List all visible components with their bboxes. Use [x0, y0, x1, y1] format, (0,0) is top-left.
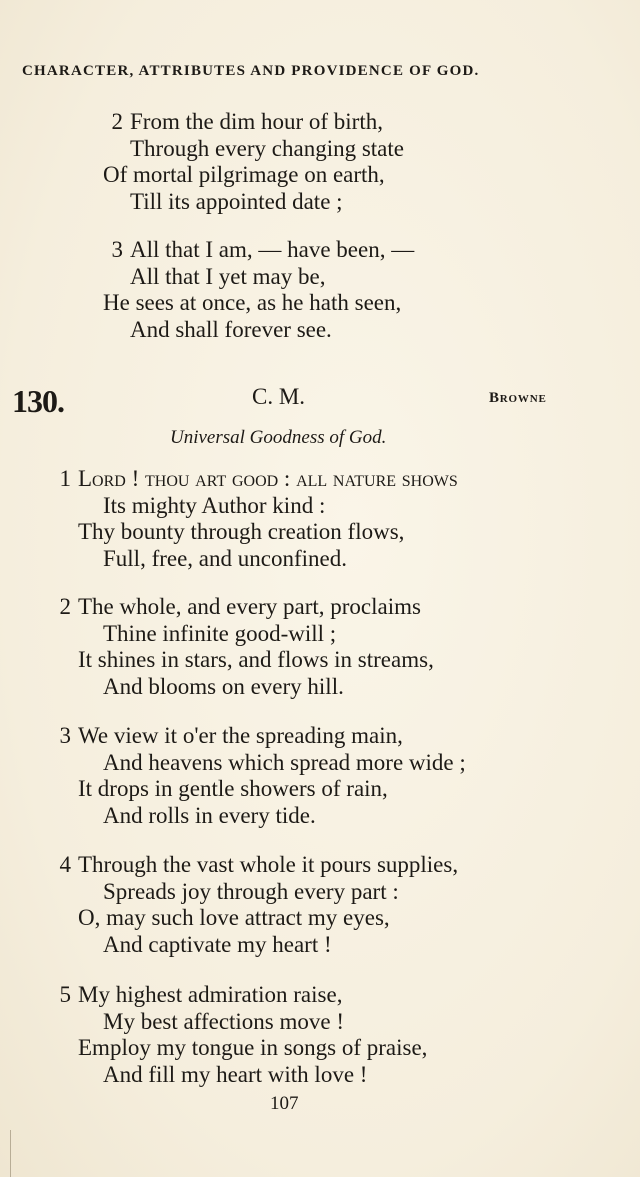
page-number: 107 [270, 1093, 299, 1114]
verse-number: 3 [111, 237, 123, 262]
verse-number: 5 [59, 982, 71, 1007]
verse-line: And blooms on every hill. [103, 673, 344, 699]
verse-line: Thy bounty through creation flows, [78, 519, 405, 544]
verse-number: 4 [59, 852, 71, 877]
verse-line: O, may such love attract my eyes, [78, 905, 390, 930]
verse-line: Of mortal pilgrimage on earth, [103, 162, 385, 187]
verse-line: We view it o'er the spreading main, [78, 723, 403, 748]
verse-line: All that I am, — have been, — [130, 237, 415, 262]
prev-hymn-verse-3 [103, 237, 415, 343]
verse-line: And captivate my heart ! [103, 931, 332, 957]
verse-line: And shall forever see. [130, 316, 332, 342]
verse-line: Lord ! thou art good : all nature shows [78, 466, 458, 491]
verse-line: Thine infinite good-will ; [103, 620, 337, 646]
hymn-verse-4 [59, 852, 459, 958]
verse-line: Till its appointed date ; [130, 188, 343, 214]
verse-number: 1 [59, 466, 71, 491]
verse-line: Through every changing state [130, 135, 404, 161]
hymn-verse-3 [59, 723, 466, 829]
verse-line: And fill my heart with love ! [103, 1061, 368, 1087]
verse-line: It shines in stars, and flows in streams, [78, 647, 434, 672]
hymn-meter: C. M. [252, 384, 306, 409]
verse-line: He sees at once, as he hath seen, [103, 290, 402, 315]
verse-line: The whole, and every part, proclaims [78, 594, 421, 619]
verse-number: 2 [59, 594, 71, 619]
verse-line: My highest admiration raise, [78, 982, 343, 1007]
verse-line: My best affections move ! [103, 1008, 345, 1034]
hymn-number: 130. [12, 383, 64, 419]
verse-line: Through the vast whole it pours supplies, [78, 852, 459, 877]
hymn-verse-2 [59, 594, 434, 700]
hymn-verse-5 [59, 982, 428, 1088]
page-edge-divider [10, 1130, 11, 1177]
verse-line: Full, free, and unconfined. [103, 545, 347, 571]
verse-number: 2 [111, 109, 123, 134]
verse-line: Spreads joy through every part : [103, 878, 399, 904]
hymn-verse-1 [59, 466, 458, 572]
verse-line: And heavens which spread more wide ; [103, 749, 466, 775]
running-head: CHARACTER, ATTRIBUTES AND PROVIDENCE OF GOD. [22, 63, 480, 79]
hymn-composer: Browne [489, 390, 547, 406]
prev-hymn-verse-2 [103, 109, 404, 215]
verse-line: From the dim hour of birth, [130, 109, 383, 134]
verse-line: It drops in gentle showers of rain, [78, 776, 388, 801]
verse-line: And rolls in every tide. [103, 802, 316, 828]
verse-line: Its mighty Author kind : [103, 492, 326, 518]
verse-line: Employ my tongue in songs of praise, [78, 1035, 428, 1060]
verse-line: All that I yet may be, [130, 263, 326, 289]
hymn-title: Universal Goodness of God. [170, 427, 387, 448]
verse-number: 3 [59, 723, 71, 748]
